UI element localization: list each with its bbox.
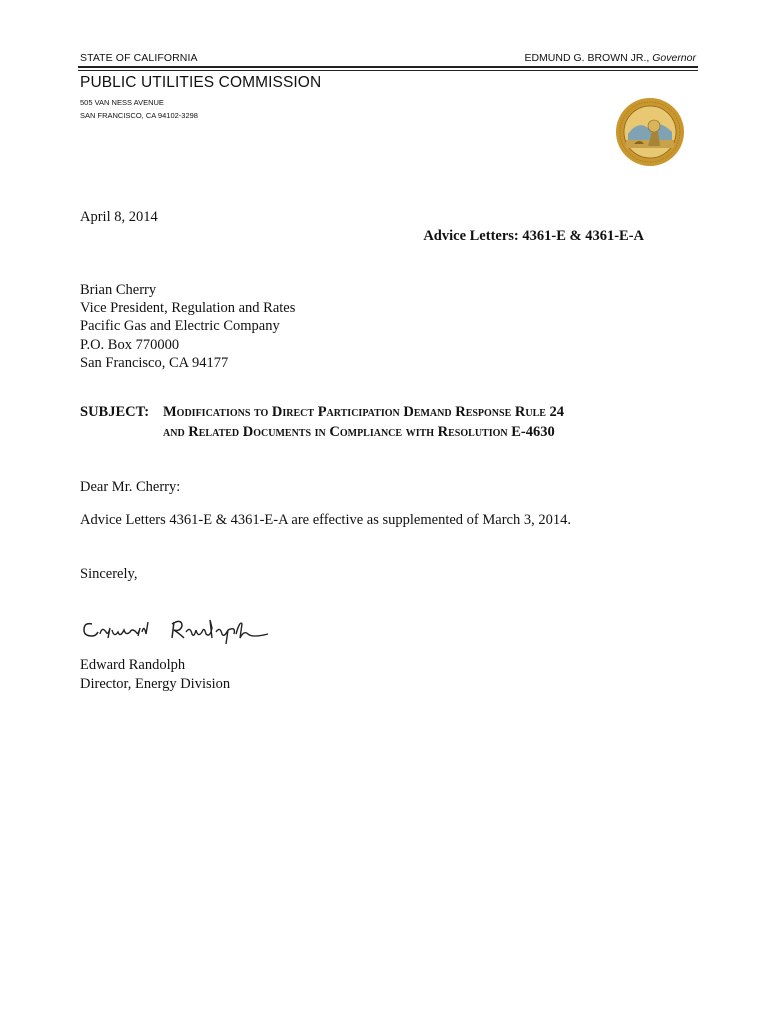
salutation: Dear Mr. Cherry: [80,479,181,495]
subject-line-2: and Related Documents in Compliance with Resolution E-4630 [163,424,555,440]
governor-name: EDMUND G. BROWN JR., [524,52,650,64]
recipient-company: Pacific Gas and Electric Company [80,318,280,335]
governor-header [524,52,696,64]
agency-address-line2: SAN FRANCISCO, CA 94102-3298 [80,111,198,120]
signer-name: Edward Randolph [80,657,186,673]
letter-body: Advice Letters 4361-E & 4361-E-A are effective as supplemented of March 3, 2014. [80,512,571,528]
header-rule-thick [78,66,698,68]
california-seal-icon [614,96,688,176]
subject-label: SUBJECT: [80,404,150,420]
agency-address-line1: 505 VAN NESS AVENUE [80,98,164,107]
subject-line-1: Modifications to Direct Participation Demand Response Rule 24 [163,404,565,420]
handwritten-signature [78,610,278,650]
governor-title: Governor [652,52,696,64]
letter-date: April 8, 2014 [80,209,158,225]
header-rule-thin [78,70,698,71]
closing: Sincerely, [80,566,138,582]
recipient-title: Vice President, Regulation and Rates [80,300,296,317]
recipient-address [80,281,295,372]
state-header: STATE OF CALIFORNIA [80,52,198,64]
recipient-name: Brian Cherry [80,282,157,298]
recipient-city: San Francisco, CA 94177 [80,354,229,371]
recipient-po-box: P.O. Box 770000 [80,336,180,353]
advice-letters-reference: Advice Letters: 4361-E & 4361-E-A [423,228,644,244]
signer-title: Director, Energy Division [80,675,231,692]
agency-name: PUBLIC UTILITIES COMMISSION [80,74,322,91]
signer-block [80,656,230,693]
svg-text:·: · [649,169,651,173]
